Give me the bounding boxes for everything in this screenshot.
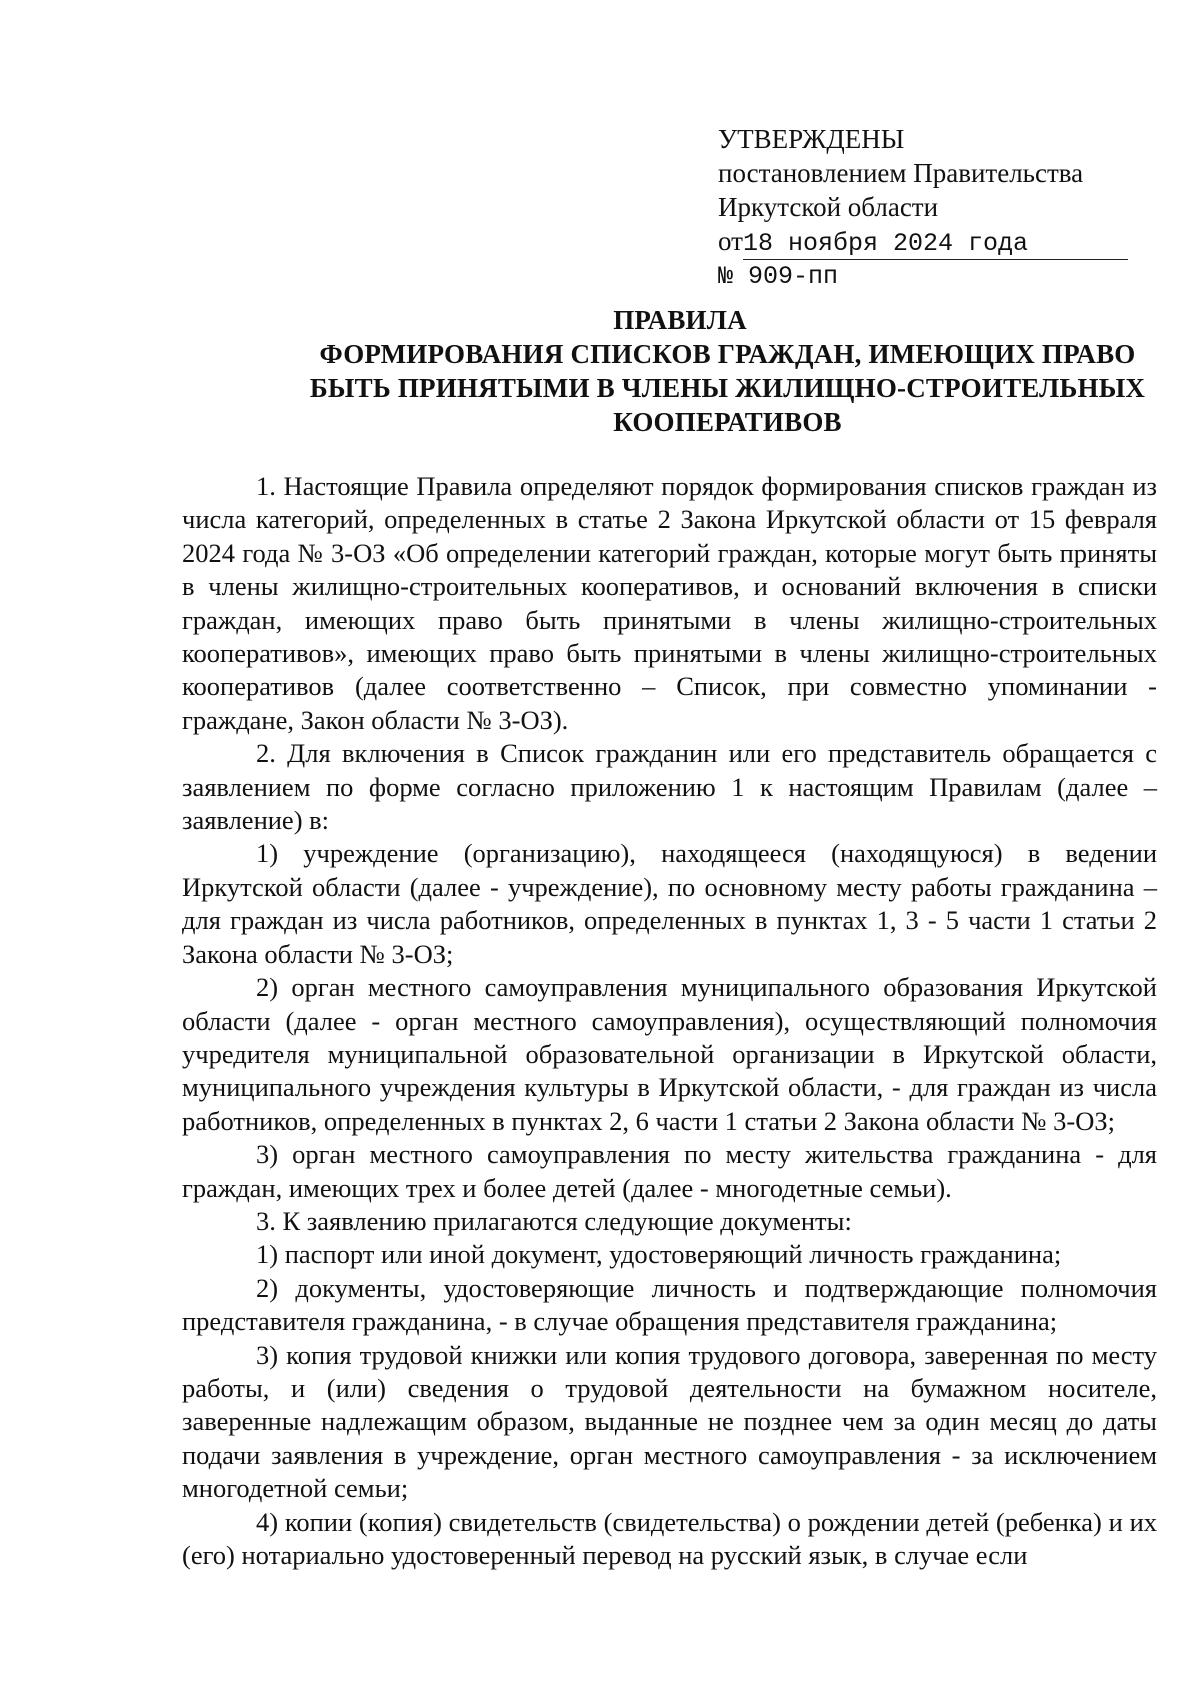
approval-number: № 909-пп xyxy=(718,262,839,291)
paragraph: 3. К заявлению прилагаются следующие документы: xyxy=(256,1205,852,1236)
paragraph: 1) учреждение (организацию), находящееся (находящуюся) в ведении Иркутской области (далее - учреждение), по основному месту работы гражданина – для граждан из числа работников, определенных в пунктах 1, 3 - 5 части 1 статьи 2 Закона области № 3-ОЗ; xyxy=(182,838,1157,969)
approval-date-value: 18 ноября 2024 года xyxy=(742,229,1028,258)
paragraph: 2. Для включения в Список гражданин или его представитель обращается с заявлением по форме согласно приложению 1 к настоящим Правилам (далее – заявление) в: xyxy=(182,738,1157,836)
title-line-4: КООПЕРАТИВОВ xyxy=(613,407,842,437)
approval-line-2: Иркутской области xyxy=(718,192,939,222)
paragraph: 1. Настоящие Правила определяют порядок формирования списков граждан из числа категорий, определенных в статье 2 Закона Иркутской области от 15 февраля 2024 года № 3-ОЗ «Об определении категорий граждан, которые могут быть приняты в члены жилищно-строительных кооперативов, и оснований включения в списки граждан, имеющих право быть принятыми в члены жилищно-строительных кооперативов», имеющих право быть принятыми в члены жилищно-строительных кооперативов (далее соответственно – Список, при совместно упоминании - граждане, Закон области № 3-ОЗ). xyxy=(182,471,1157,735)
paragraph: 4) копии (копия) свидетельств (свидетельства) о рождении детей (ребенка) и их (его) нотариально удостоверенный перевод на русский язык, в случае если xyxy=(182,1506,1157,1570)
paragraph: 3) копия трудовой книжки или копия трудового договора, заверенная по месту работы, и (или) сведения о трудовой деятельности на бумажном носителе, заверенные надлежащим образом, выданные не позднее чем за один месяц до даты подачи заявления в учреждение, орган местного самоуправления - за исключением многодетной семьи; xyxy=(182,1339,1157,1504)
approval-date-prefix: от xyxy=(718,226,743,256)
title-line-3: БЫТЬ ПРИНЯТЫМИ В ЧЛЕНЫ ЖИЛИЩНО-СТРОИТЕЛЬНЫХ xyxy=(309,373,1146,403)
approval-date-field xyxy=(743,226,1128,260)
document-body xyxy=(182,470,1157,1572)
paragraph: 1) паспорт или иной документ, удостоверяющий личность гражданина; xyxy=(256,1239,1062,1270)
approval-line-1: постановлением Правительства xyxy=(718,158,1084,188)
title-line-1: ПРАВИЛА xyxy=(613,305,747,335)
document-title xyxy=(180,303,1180,439)
approval-block xyxy=(718,122,1138,294)
approval-heading: УТВЕРЖДЕНЫ xyxy=(718,124,905,154)
approval-date-line xyxy=(718,224,1138,260)
title-line-2: ФОРМИРОВАНИЯ СПИСКОВ ГРАЖДАН, ИМЕЮЩИХ ПРАВО xyxy=(319,339,1136,369)
paragraph: 3) орган местного самоуправления по месту жительства гражданина - для граждан, имеющих трех и более детей (далее - многодетные семьи). xyxy=(182,1139,1157,1203)
paragraph: 2) документы, удостоверяющие личность и подтверждающие полномочия представителя гражданина, - в случае обращения представителя гражданина; xyxy=(182,1272,1157,1337)
paragraph: 2) орган местного самоуправления муниципального образования Иркутской области (далее - орган местного самоуправления), осуществляющий полномочия учредителя муниципальной образовательной организации в Иркутской области, муниципального учреждения культуры в Иркутской области, - для граждан из числа работников, определенных в пунктах 2, 6 части 1 статьи 2 Закона области № 3-ОЗ; xyxy=(182,972,1157,1136)
